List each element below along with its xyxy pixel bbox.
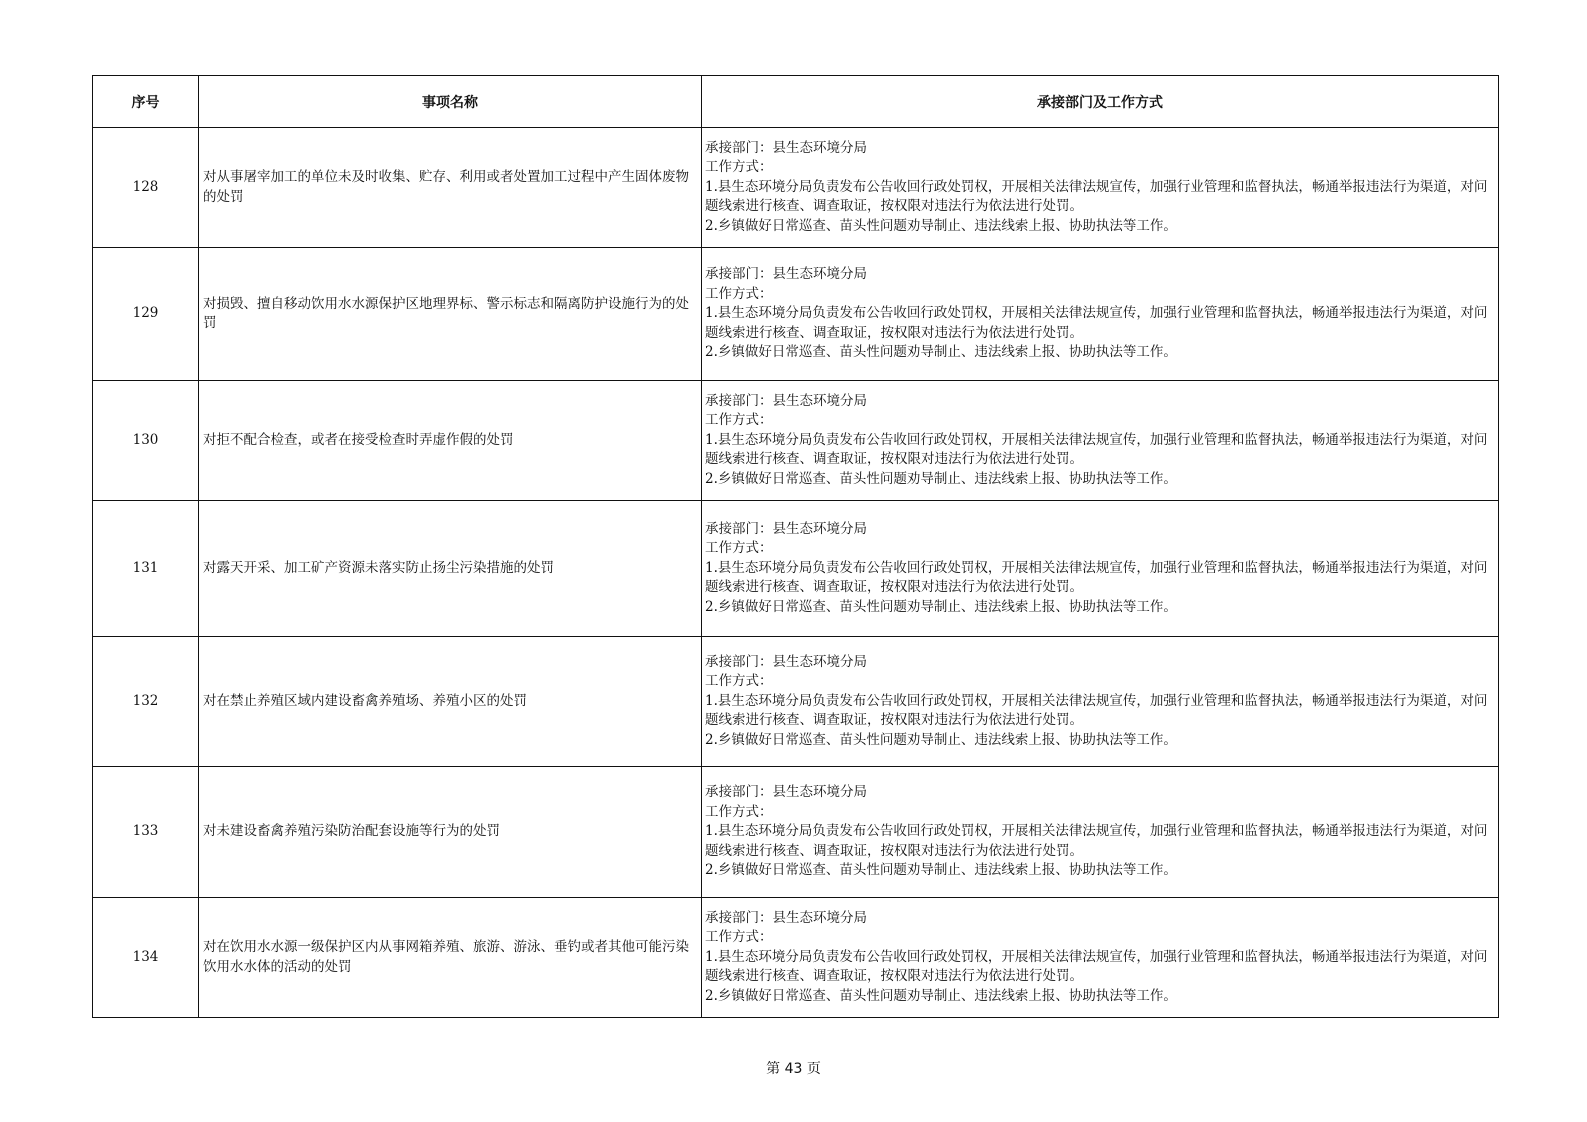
row-dept xyxy=(702,381,1499,501)
method-item-2: 2.乡镇做好日常巡查、苗头性问题劝导制止、违法线索上报、协助执法等工作。 xyxy=(705,217,1177,234)
dept-line: 承接部门：县生态环境分局 xyxy=(705,139,867,156)
table-row xyxy=(93,637,1499,767)
table-row xyxy=(93,128,1499,248)
table-row xyxy=(93,381,1499,501)
method-item-2: 2.乡镇做好日常巡查、苗头性问题劝导制止、违法线索上报、协助执法等工作。 xyxy=(705,987,1177,1004)
dept-line: 承接部门：县生态环境分局 xyxy=(705,392,867,409)
page-number: 第 43 页 xyxy=(766,1061,821,1077)
items-table xyxy=(92,75,1499,1018)
row-no: 133 xyxy=(93,767,199,898)
method-item-1: 1.县生态环境分局负责发布公告收回行政处罚权，开展相关法律法规宣传，加强行业管理和监督执法，畅通举报违法行为渠道，对问题线索进行核查、调查取证，按权限对违法行为依法进行处罚。 xyxy=(705,559,1488,596)
row-name: 对拒不配合检查，或者在接受检查时弄虚作假的处罚 xyxy=(199,381,702,501)
method-line: 工作方式： xyxy=(705,412,773,429)
method-item-1: 1.县生态环境分局负责发布公告收回行政处罚权，开展相关法律法规宣传，加强行业管理和监督执法，畅通举报违法行为渠道，对问题线索进行核查、调查取证，按权限对违法行为依法进行处罚。 xyxy=(705,692,1488,729)
method-line: 工作方式： xyxy=(705,673,773,690)
method-item-1: 1.县生态环境分局负责发布公告收回行政处罚权，开展相关法律法规宣传，加强行业管理和监督执法，畅通举报违法行为渠道，对问题线索进行核查、调查取证，按权限对违法行为依法进行处罚。 xyxy=(705,305,1488,341)
header-name: 事项名称 xyxy=(199,76,702,128)
method-item-2: 2.乡镇做好日常巡查、苗头性问题劝导制止、违法线索上报、协助执法等工作。 xyxy=(705,470,1177,487)
table-row xyxy=(93,248,1499,381)
row-name: 对未建设畜禽养殖污染防治配套设施等行为的处罚 xyxy=(199,767,702,898)
dept-line: 承接部门：县生态环境分局 xyxy=(705,784,867,801)
method-item-1: 1.县生态环境分局负责发布公告收回行政处罚权，开展相关法律法规宣传，加强行业管理和监督执法，畅通举报违法行为渠道，对问题线索进行核查、调查取证，按权限对违法行为依法进行处罚。 xyxy=(705,948,1488,985)
row-dept xyxy=(702,501,1499,637)
method-item-2: 2.乡镇做好日常巡查、苗头性问题劝导制止、违法线索上报、协助执法等工作。 xyxy=(705,731,1177,748)
method-item-1: 1.县生态环境分局负责发布公告收回行政处罚权，开展相关法律法规宣传，加强行业管理和监督执法，畅通举报违法行为渠道，对问题线索进行核查、调查取证，按权限对违法行为依法进行处罚。 xyxy=(705,178,1488,215)
method-line: 工作方式： xyxy=(705,540,773,557)
row-name: 对从事屠宰加工的单位未及时收集、贮存、利用或者处置加工过程中产生固体废物的处罚 xyxy=(199,128,702,248)
header-no: 序号 xyxy=(93,76,199,128)
method-item-2: 2.乡镇做好日常巡查、苗头性问题劝导制止、违法线索上报、协助执法等工作。 xyxy=(705,862,1177,879)
row-name: 对在饮用水水源一级保护区内从事网箱养殖、旅游、游泳、垂钓或者其他可能污染饮用水水体的活动的处罚 xyxy=(199,898,702,1018)
table-row xyxy=(93,767,1499,898)
row-no: 131 xyxy=(93,501,199,637)
row-no: 134 xyxy=(93,898,199,1018)
row-dept xyxy=(702,637,1499,767)
header-row xyxy=(93,76,1499,128)
row-name: 对在禁止养殖区域内建设畜禽养殖场、养殖小区的处罚 xyxy=(199,637,702,767)
row-name: 对损毁、擅自移动饮用水水源保护区地理界标、警示标志和隔离防护设施行为的处罚 xyxy=(199,248,702,381)
row-name: 对露天开采、加工矿产资源未落实防止扬尘污染措施的处罚 xyxy=(199,501,702,637)
method-item-2: 2.乡镇做好日常巡查、苗头性问题劝导制止、违法线索上报、协助执法等工作。 xyxy=(705,344,1177,361)
method-line: 工作方式： xyxy=(705,159,773,176)
row-no: 132 xyxy=(93,637,199,767)
method-item-2: 2.乡镇做好日常巡查、苗头性问题劝导制止、违法线索上报、协助执法等工作。 xyxy=(705,598,1177,615)
table-row xyxy=(93,898,1499,1018)
method-item-1: 1.县生态环境分局负责发布公告收回行政处罚权，开展相关法律法规宣传，加强行业管理和监督执法，畅通举报违法行为渠道，对问题线索进行核查、调查取证，按权限对违法行为依法进行处罚。 xyxy=(705,431,1488,468)
row-no: 128 xyxy=(93,128,199,248)
dept-line: 承接部门：县生态环境分局 xyxy=(705,520,867,537)
method-line: 工作方式： xyxy=(705,285,773,302)
row-no: 129 xyxy=(93,248,199,381)
dept-line: 承接部门：县生态环境分局 xyxy=(705,266,867,283)
method-line: 工作方式： xyxy=(705,929,773,946)
header-dept: 承接部门及工作方式 xyxy=(702,76,1499,128)
row-dept xyxy=(702,767,1499,898)
dept-line: 承接部门：县生态环境分局 xyxy=(705,653,867,670)
table-row xyxy=(93,501,1499,637)
row-dept xyxy=(702,248,1499,381)
dept-line: 承接部门：县生态环境分局 xyxy=(705,909,867,926)
row-dept xyxy=(702,898,1499,1018)
method-line: 工作方式： xyxy=(705,803,773,820)
method-item-1: 1.县生态环境分局负责发布公告收回行政处罚权，开展相关法律法规宣传，加强行业管理和监督执法，畅通举报违法行为渠道，对问题线索进行核查、调查取证，按权限对违法行为依法进行处罚。 xyxy=(705,823,1488,859)
row-dept xyxy=(702,128,1499,248)
row-no: 130 xyxy=(93,381,199,501)
data-sheet xyxy=(92,75,1498,1018)
